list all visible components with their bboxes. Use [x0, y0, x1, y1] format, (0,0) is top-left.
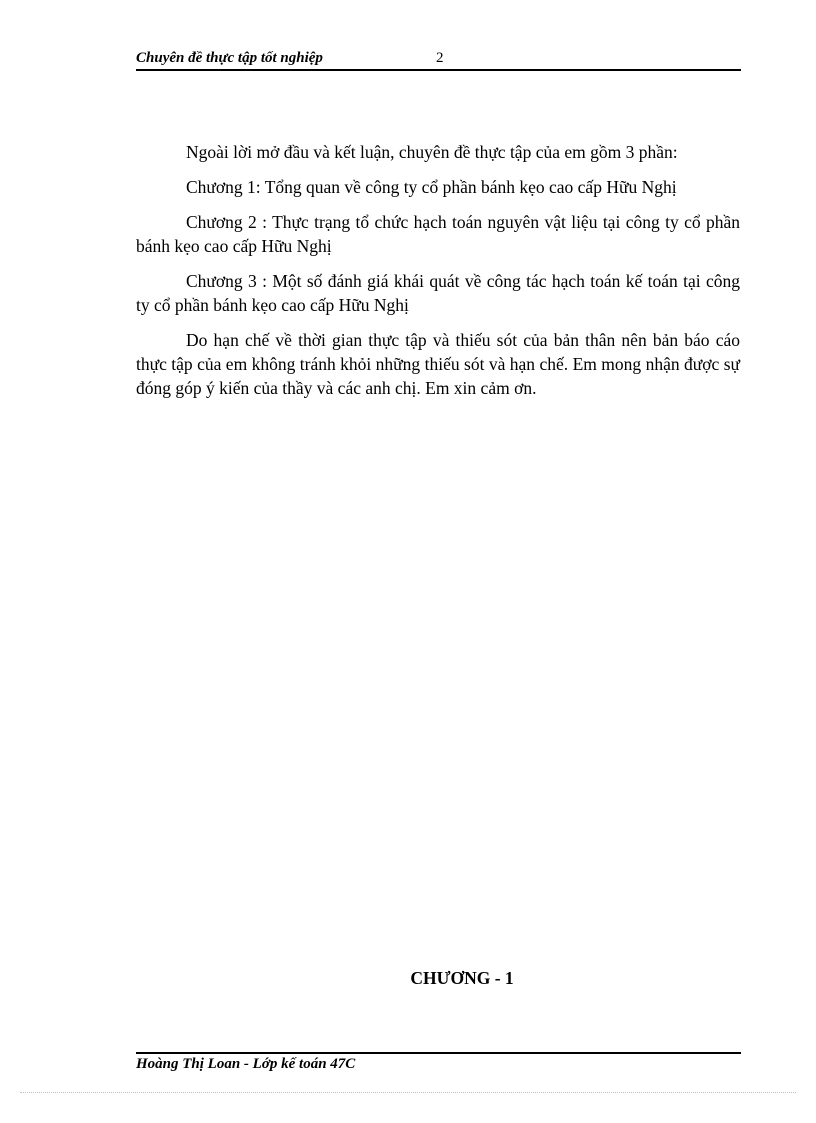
paragraph-chapter-2: Chương 2 : Thực trạng tổ chức hạch toán nguyên vật liệu tại công ty cổ phần bánh kẹo cao cấp Hữu Nghị: [136, 212, 740, 256]
paragraph-chapter-1: Chương 1: Tổng quan về công ty cổ phần bánh kẹo cao cấp Hữu Nghị: [186, 177, 677, 197]
body-text: [136, 140, 740, 411]
page-footer: Hoàng Thị Loan - Lớp kế toán 47C: [136, 1056, 356, 1072]
page-edge-divider: [20, 1092, 796, 1093]
chapter-heading: CHƯƠNG - 1: [410, 968, 514, 988]
paragraph-chapter-3: Chương 3 : Một số đánh giá khái quát về công tác hạch toán kế toán tại công ty cổ phần bánh kẹo cao cấp Hữu Nghị: [136, 271, 740, 315]
paragraph-intro: Ngoài lời mở đầu và kết luận, chuyên đề thực tập của em gồm 3 phần:: [186, 142, 678, 162]
paragraph-closing: Do hạn chế về thời gian thực tập và thiếu sót của bản thân nên bản báo cáo thực tập của em không tránh khỏi những thiếu sót và hạn chế. Em mong nhận được sự đóng góp ý kiến của thầy và các anh chị. Em xin cảm ơn.: [136, 330, 740, 398]
header-title: Chuyên đề thực tập tốt nghiệp: [136, 50, 323, 66]
footer-rule: [136, 1052, 741, 1054]
header-page-number: 2: [436, 50, 444, 66]
page-header: [136, 50, 740, 70]
header-rule: [136, 69, 741, 71]
